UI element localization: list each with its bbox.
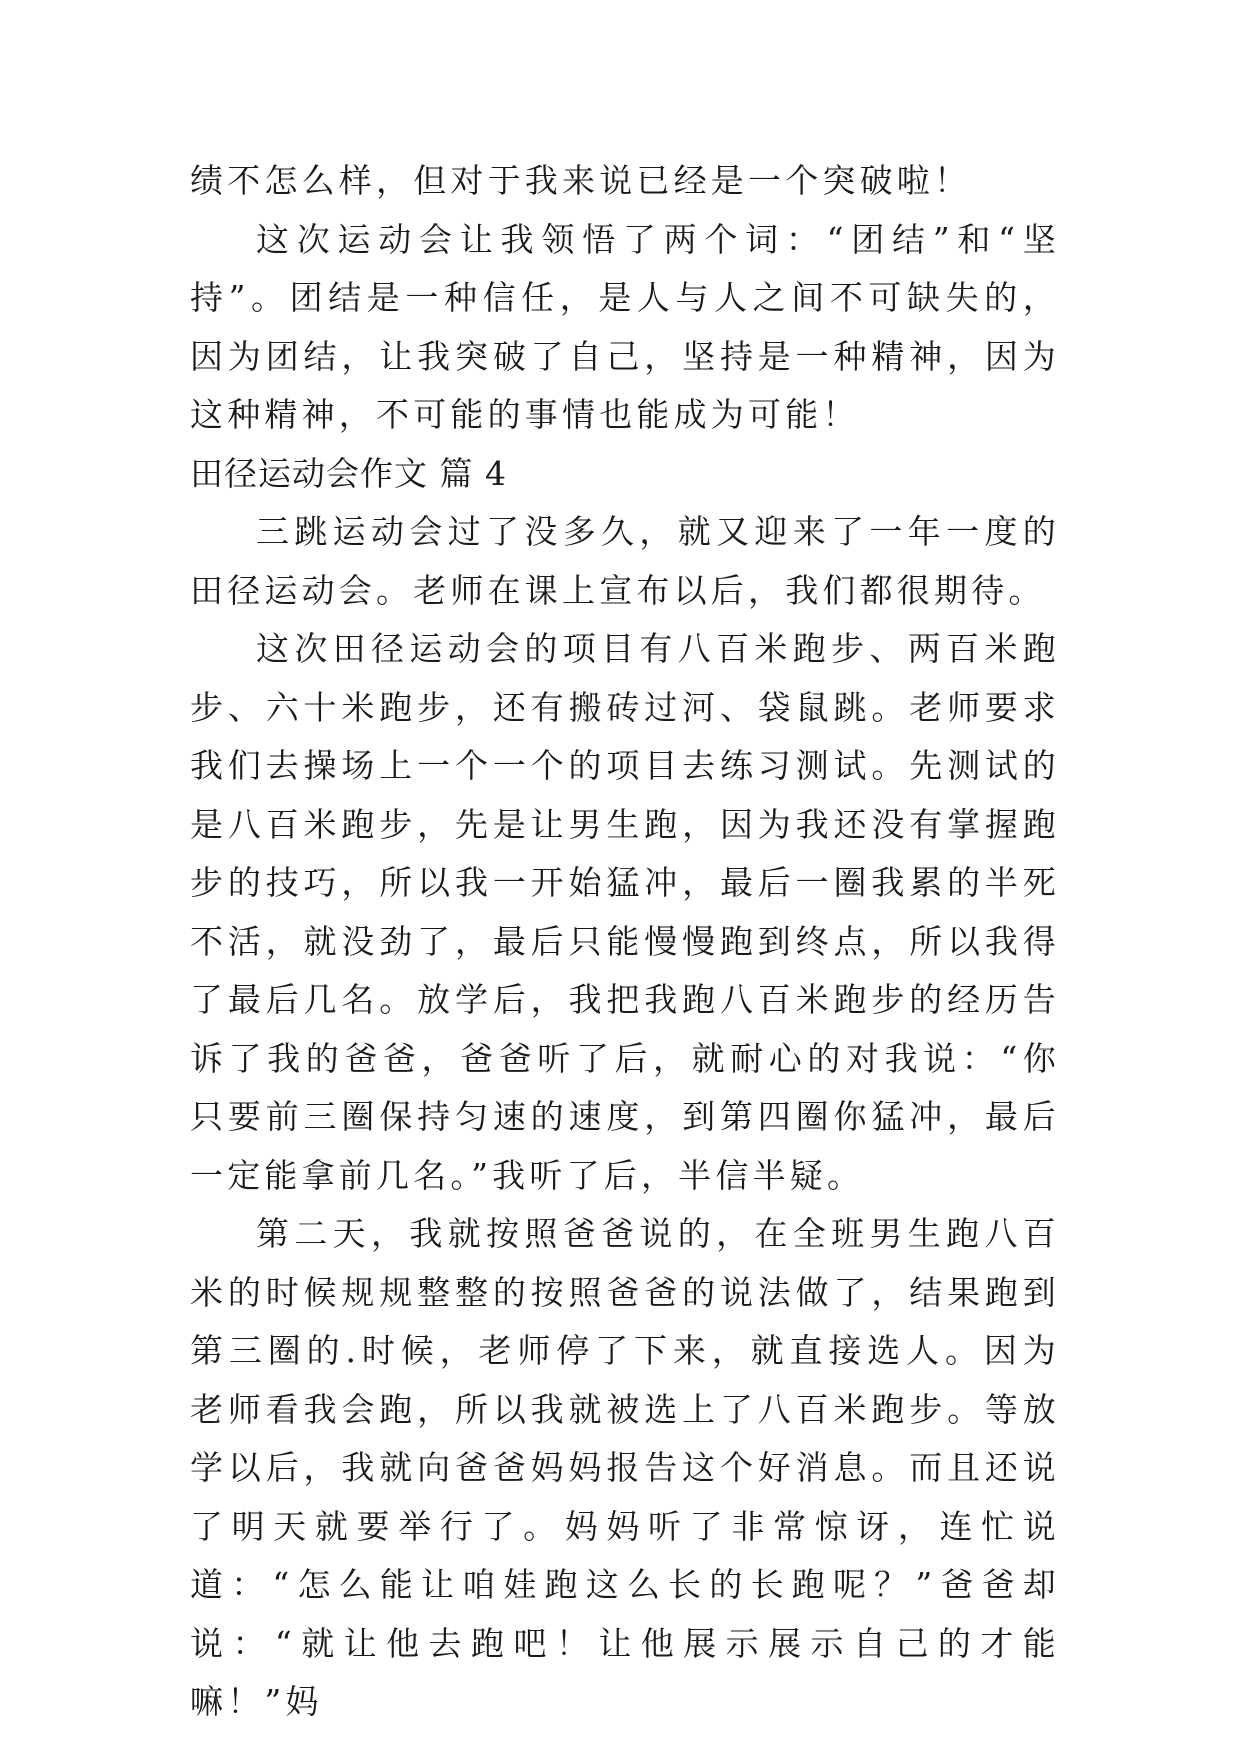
- paragraph: 这次运动会让我领悟了两个词：“团结”和“坚持”。团结是一种信任，是人与人之间不可缺失的，因为团结，让我突破了自己，坚持是一种精神，因为这种精神，不可能的事情也能成为可能！: [190, 219, 1060, 434]
- section-heading: 田径运动会作文 篇 4: [190, 453, 507, 493]
- paragraph: 三跳运动会过了没多久，就又迎来了一年一度的田径运动会。老师在课上宣布以后，我们都很期待。: [190, 512, 1060, 610]
- paragraph: 第二天，我就按照爸爸说的，在全班男生跑八百米的时候规规整整的按照爸爸的说法做了，结果跑到第三圈的.时候，老师停了下来，就直接选人。因为老师看我会跑，所以我就被选上了八百米跑步。等放学以后，我就向爸爸妈妈报告这个好消息。而且还说了明天就要举行了。妈妈听了非常惊讶，连忙说道：“怎么能让咱娃跑这么长的长跑呢？”爸爸却说：“就让他去跑吧！让他展示展示自己的才能嘛！”妈: [190, 1214, 1060, 1721]
- paragraph-continuation: 绩不怎么样，但对于我来说已经是一个突破啦！: [190, 161, 972, 200]
- document-body: [190, 152, 1060, 1732]
- paragraph: 这次田径运动会的项目有八百米跑步、两百米跑步、六十米跑步，还有搬砖过河、袋鼠跳。老师要求我们去操场上一个一个的项目去练习测试。先测试的是八百米跑步，先是让男生跑，因为我还没有掌握跑步的技巧，所以我一开始猛冲，最后一圈我累的半死不活，就没劲了，最后只能慢慢跑到终点，所以我得了最后几名。放学后，我把我跑八百米跑步的经历告诉了我的爸爸，爸爸听了后，就耐心的对我说：“你只要前三圈保持匀速的速度，到第四圈你猛冲，最后一定能拿前几名。”我听了后，半信半疑。: [190, 629, 1060, 1195]
